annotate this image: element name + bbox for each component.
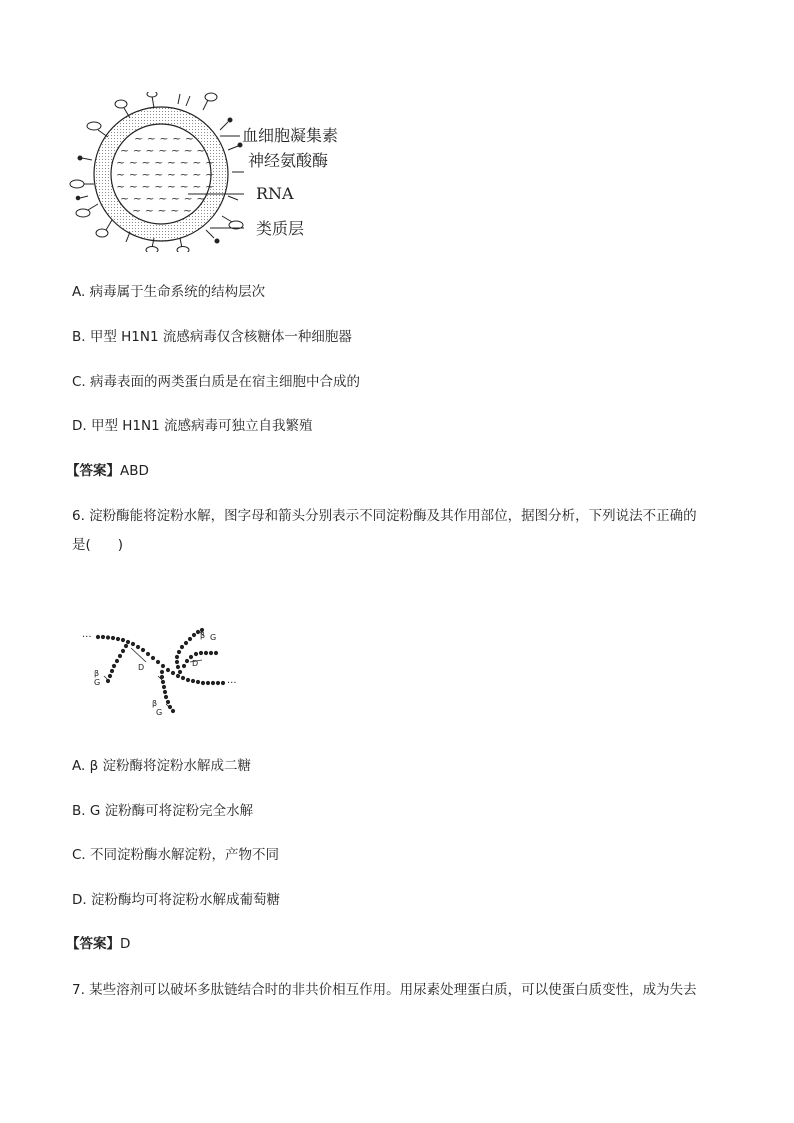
q6-option-b: B. G 淀粉酶可将淀粉完全水解 (72, 803, 254, 819)
label-hemagglutinin: 血细胞凝集素 (242, 126, 339, 145)
label-lipid-layer: 类质层 (256, 219, 305, 238)
label-beta-3: β (200, 631, 206, 640)
label-beta-2: β (152, 699, 158, 708)
q6-answer-label: 【答案】 (66, 936, 120, 952)
label-g-2: G (156, 708, 163, 717)
label-rna: RNA (256, 184, 294, 203)
q6-option-c: C. 不同淀粉酶水解淀粉，产物不同 (72, 847, 280, 863)
q6-answer (66, 935, 130, 953)
svg-text:~ ~ ~ ~ ~: ~ ~ ~ ~ ~ (132, 204, 193, 217)
svg-text:~ ~ ~ ~ ~: ~ ~ ~ ~ ~ (134, 132, 195, 145)
q5-option-c: C. 病毒表面的两类蛋白质是在宿主细胞中合成的 (72, 374, 361, 390)
svg-text:~ ~ ~ ~ ~ ~ ~ ~: ~ ~ ~ ~ ~ ~ ~ ~ (116, 168, 215, 181)
q6-stem-line2: 是( ) (72, 537, 124, 553)
q6-answer-value: D (120, 936, 131, 952)
label-g-3: G (210, 633, 217, 642)
q6-option-d: D. 淀粉酶均可将淀粉水解成葡萄糖 (72, 892, 280, 908)
q6-stem-line1: 6. 淀粉酶能将淀粉水解，图字母和箭头分别表示不同淀粉酶及其作用部位，据图分析，下列说法不正确的 (72, 508, 697, 524)
svg-text:~ ~ ~ ~ ~ ~ ~: ~ ~ ~ ~ ~ ~ ~ (120, 144, 206, 157)
virus-diagram (68, 92, 368, 252)
svg-text:···: ··· (227, 678, 237, 689)
svg-text:~ ~ ~ ~ ~ ~ ~ ~: ~ ~ ~ ~ ~ ~ ~ ~ (116, 180, 215, 193)
label-d-2: D (192, 659, 199, 668)
q5-option-a: A. 病毒属于生命系统的结构层次 (72, 284, 266, 300)
label-g-1: G (94, 678, 101, 687)
q7-stem-line1: 7. 某些溶剂可以破坏多肽链结合时的非共价相互作用。用尿素处理蛋白质，可以使蛋白质变性，成为失去 (72, 982, 697, 998)
q5-answer (66, 462, 149, 480)
q5-option-b: B. 甲型 H1N1 流感病毒仅含核糖体一种细胞器 (72, 329, 352, 345)
q5-answer-value: ABD (120, 463, 149, 479)
label-d-1: D (138, 663, 145, 672)
svg-text:···: ··· (82, 632, 92, 643)
q6-option-a: A. β 淀粉酶将淀粉水解成二糖 (72, 758, 251, 774)
starch-diagram (82, 622, 252, 722)
svg-text:~ ~ ~ ~ ~ ~ ~: ~ ~ ~ ~ ~ ~ ~ (120, 192, 206, 205)
q5-answer-label: 【答案】 (66, 463, 120, 479)
rna-waves (116, 132, 214, 217)
label-beta-1: β (94, 669, 100, 678)
svg-text:~ ~ ~ ~ ~ ~ ~ ~: ~ ~ ~ ~ ~ ~ ~ ~ (116, 156, 215, 169)
label-neuraminidase: 神经氨酸酶 (248, 151, 329, 170)
q5-option-d: D. 甲型 H1N1 流感病毒可独立自我繁殖 (72, 418, 313, 434)
